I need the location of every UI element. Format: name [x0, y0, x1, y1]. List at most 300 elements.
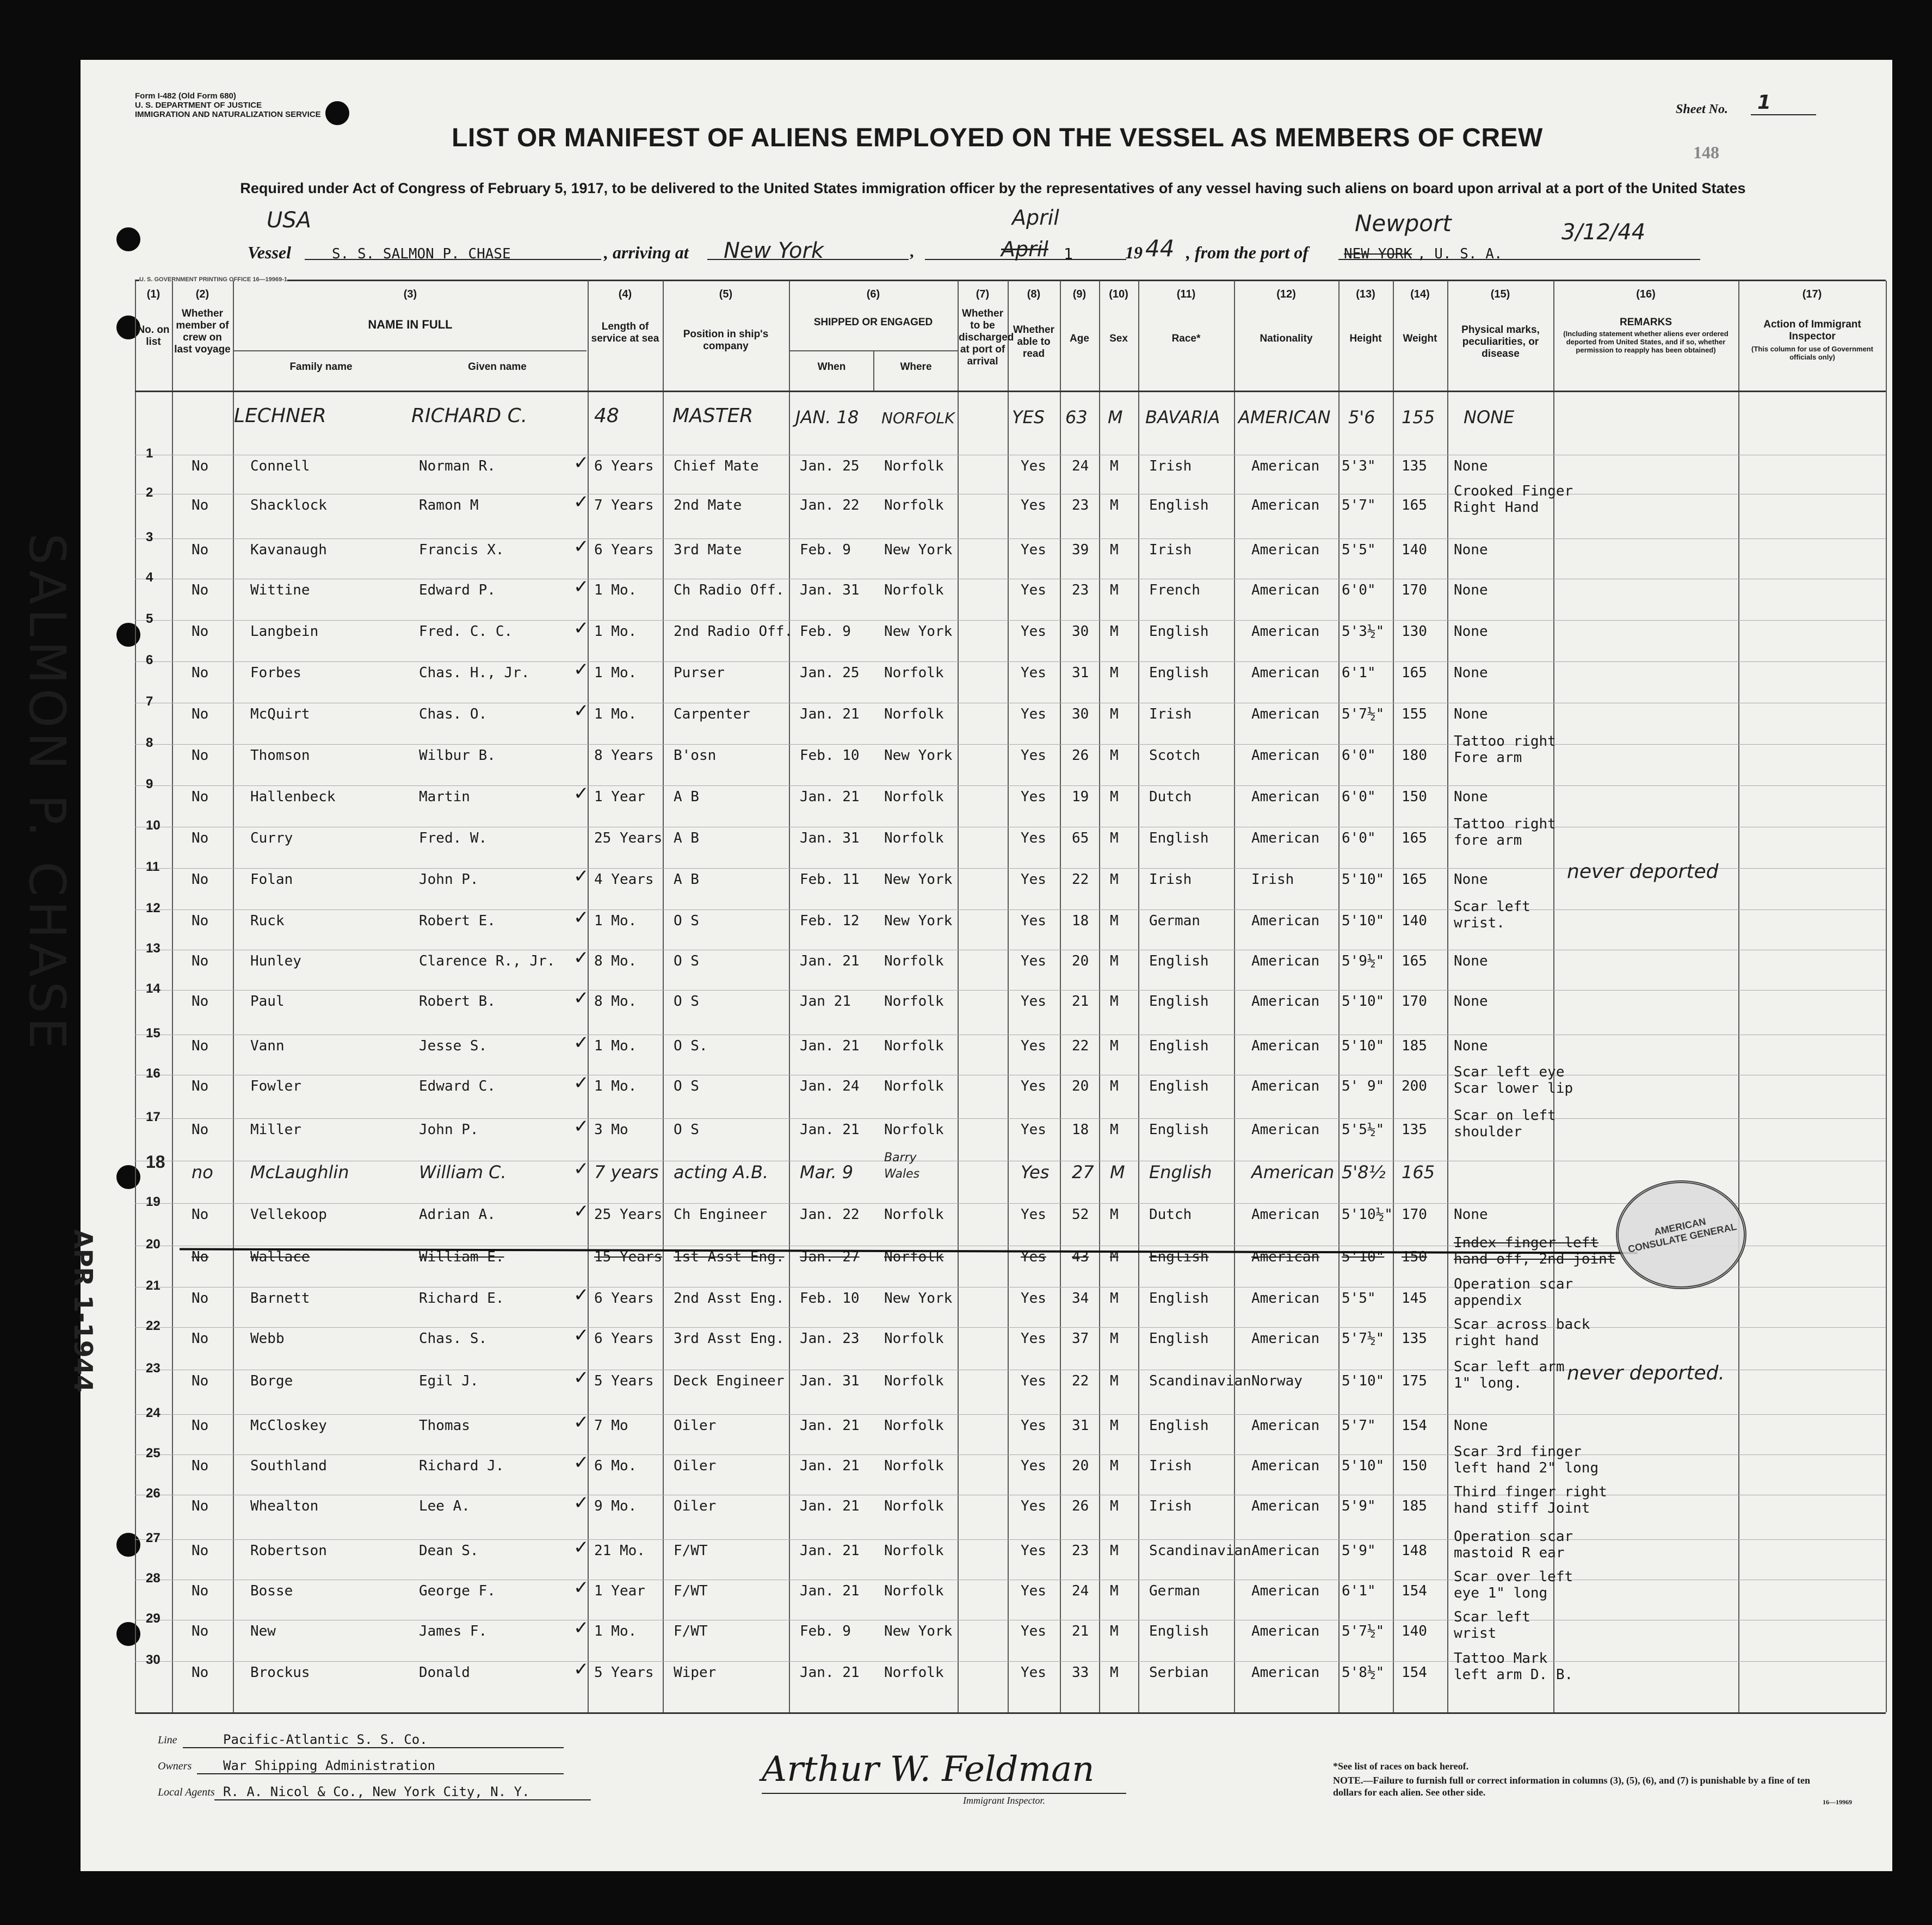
- header-where: Where: [900, 361, 932, 373]
- sex-cell: M: [1110, 913, 1119, 929]
- nationality-cell: American: [1251, 830, 1320, 846]
- shipped-when-cell: Feb. 9: [800, 623, 851, 640]
- service-length-cell: 1 Mo.: [594, 913, 637, 929]
- height-cell: 5'10": [1342, 871, 1385, 888]
- row-number: 27: [146, 1531, 161, 1545]
- sex-cell: M: [1110, 458, 1119, 474]
- shipped-when-cell: Jan. 22: [800, 1206, 860, 1223]
- position-cell: Deck Engineer: [674, 1373, 785, 1389]
- nationality-cell: American: [1251, 953, 1320, 969]
- shipped-where-cell: New York: [884, 542, 953, 558]
- master-read: YES: [1012, 407, 1045, 428]
- shipped-when-cell: Jan. 23: [800, 1330, 860, 1347]
- row-divider: [135, 1287, 1886, 1288]
- position-cell: F/WT: [674, 1623, 708, 1639]
- race-cell: Irish: [1149, 542, 1192, 558]
- family-name-cell: Connell: [250, 458, 310, 474]
- position-cell: Oiler: [674, 1418, 717, 1434]
- row-number: 6: [146, 653, 153, 667]
- service-length-cell: 25 Years: [594, 830, 663, 846]
- service-length-cell: 1 Mo.: [594, 623, 637, 640]
- position-cell: F/WT: [674, 1543, 708, 1559]
- height-cell: 5'9": [1342, 1498, 1376, 1514]
- position-cell: Chief Mate: [674, 458, 759, 474]
- shipped-when-cell: Feb. 10: [800, 1290, 860, 1307]
- position-cell: 3rd Mate: [674, 542, 742, 558]
- row-number: 14: [146, 981, 161, 996]
- shipped-where-cell: Norfolk: [884, 497, 944, 513]
- previous-voyage-cell: No: [192, 1330, 209, 1347]
- previous-voyage-cell: No: [192, 623, 209, 640]
- position-cell: 1st Asst Eng.: [674, 1249, 785, 1265]
- row-divider: [135, 538, 1886, 539]
- family-name-cell: Southland: [250, 1458, 327, 1474]
- punch-hole: [116, 1533, 140, 1557]
- family-name-cell: Thomson: [250, 747, 310, 764]
- arrival-day: 1: [1064, 245, 1073, 263]
- able-to-read-cell: Yes: [1021, 1038, 1046, 1054]
- previous-voyage-cell: No: [192, 830, 209, 846]
- sex-cell: M: [1110, 830, 1119, 846]
- arrival-month-struck: April: [1001, 237, 1048, 261]
- master-service: 48: [594, 405, 619, 427]
- previous-voyage-cell: No: [192, 747, 209, 764]
- nationality-cell: American: [1251, 789, 1320, 805]
- sex-cell: M: [1110, 1498, 1119, 1514]
- weight-cell: 135: [1402, 1330, 1427, 1347]
- previous-voyage-cell: No: [192, 913, 209, 929]
- col-number: (14): [1410, 288, 1430, 300]
- height-cell: 5'10": [1342, 1458, 1385, 1474]
- able-to-read-cell: Yes: [1021, 665, 1046, 681]
- header-age: Age: [1070, 333, 1089, 344]
- age-cell: 18: [1072, 913, 1089, 929]
- physical-marks-cell: None: [1454, 993, 1488, 1010]
- shipped-where-cell: Barry Wales: [884, 1151, 920, 1181]
- family-name-cell: Brockus: [250, 1664, 310, 1681]
- age-cell: 26: [1072, 1498, 1089, 1514]
- service-length-cell: 21 Mo.: [594, 1543, 645, 1559]
- service-length-cell: 7 years: [594, 1162, 659, 1183]
- service-length-cell: 8 Mo.: [594, 953, 637, 969]
- height-cell: 5'7½": [1342, 1330, 1385, 1347]
- nationality-cell: American: [1251, 665, 1320, 681]
- check-mark: ✓: [573, 700, 589, 722]
- check-mark: ✓: [573, 1158, 589, 1180]
- shipped-where-cell: Norfolk: [884, 665, 944, 681]
- given-name-cell: Robert B.: [419, 993, 496, 1010]
- check-mark: ✓: [573, 1452, 589, 1474]
- row-number: 23: [146, 1361, 161, 1376]
- row-number: 12: [146, 901, 161, 915]
- row-divider: [135, 785, 1886, 786]
- page-title: LIST OR MANIFEST OF ALIENS EMPLOYED ON THE VESSEL AS MEMBERS OF CREW: [452, 123, 1543, 152]
- header-nationality: Nationality: [1260, 333, 1313, 344]
- previous-voyage-cell: No: [192, 993, 209, 1010]
- race-cell: English: [1149, 1290, 1209, 1307]
- shipped-where-cell: Norfolk: [884, 1078, 944, 1094]
- service-length-cell: 6 Years: [594, 1330, 654, 1347]
- able-to-read-cell: Yes: [1021, 1162, 1050, 1183]
- shipped-when-cell: Jan. 21: [800, 1418, 860, 1434]
- sex-cell: M: [1110, 1122, 1119, 1138]
- service-length-cell: 9 Mo.: [594, 1498, 637, 1514]
- previous-voyage-cell: No: [192, 1498, 209, 1514]
- shipped-where-cell: New York: [884, 623, 953, 640]
- weight-cell: 150: [1402, 789, 1427, 805]
- nationality-cell: American: [1251, 1623, 1320, 1639]
- given-name-cell: Donald: [419, 1664, 470, 1681]
- weight-cell: 185: [1402, 1498, 1427, 1514]
- row-number: 4: [146, 570, 153, 585]
- sex-cell: M: [1110, 1078, 1119, 1094]
- row-divider: [135, 909, 1886, 910]
- given-name-cell: Chas. H., Jr.: [419, 665, 530, 681]
- able-to-read-cell: Yes: [1021, 993, 1046, 1010]
- col-border: [1738, 281, 1739, 1712]
- from-port-suffix: , U. S. A.: [1417, 246, 1503, 262]
- given-name-cell: John P.: [419, 871, 479, 888]
- family-name-cell: McCloskey: [250, 1418, 327, 1434]
- sex-cell: M: [1110, 747, 1119, 764]
- header-separator: [135, 391, 1886, 392]
- master-nationality: AMERICAN: [1238, 407, 1331, 428]
- header-inspector-action: Action of Immigrant Inspector: [1763, 319, 1861, 342]
- check-mark: ✓: [573, 1072, 589, 1094]
- nationality-cell: American: [1251, 1162, 1335, 1183]
- family-name-cell: Whealton: [250, 1498, 319, 1514]
- consulate-seal: [1616, 1180, 1746, 1289]
- age-cell: 20: [1072, 1458, 1089, 1474]
- position-cell: acting A.B.: [674, 1162, 769, 1183]
- service-length-cell: 1 Mo.: [594, 706, 637, 722]
- service-length-cell: 8 Years: [594, 747, 654, 764]
- age-cell: 34: [1072, 1290, 1089, 1307]
- weight-cell: 175: [1402, 1373, 1427, 1389]
- race-cell: Irish: [1149, 706, 1192, 722]
- sex-cell: M: [1110, 1249, 1119, 1265]
- line-underline: [183, 1747, 564, 1748]
- weight-cell: 154: [1402, 1583, 1427, 1599]
- able-to-read-cell: Yes: [1021, 913, 1046, 929]
- height-cell: 5'3": [1342, 458, 1376, 474]
- printing-office-line: U. S. GOVERNMENT PRINTING OFFICE 16—19969-1: [139, 276, 288, 283]
- line-value: Pacific-Atlantic S. S. Co.: [223, 1732, 428, 1747]
- nationality-cell: American: [1251, 1249, 1320, 1265]
- sex-cell: M: [1110, 1418, 1119, 1434]
- weight-cell: 165: [1402, 497, 1427, 513]
- sex-cell: M: [1110, 623, 1119, 640]
- weight-cell: 135: [1402, 1122, 1427, 1138]
- race-cell: English: [1149, 1249, 1209, 1265]
- race-cell: Dutch: [1149, 789, 1192, 805]
- age-cell: 23: [1072, 1543, 1089, 1559]
- service-length-cell: 4 Years: [594, 871, 654, 888]
- family-name-cell: Folan: [250, 871, 293, 888]
- col-number: (7): [976, 288, 990, 300]
- service-length-cell: 15 Years: [594, 1249, 663, 1265]
- sex-cell: M: [1110, 1458, 1119, 1474]
- height-cell: 5'5": [1342, 1290, 1376, 1307]
- previous-voyage-cell: No: [192, 1206, 209, 1223]
- header-length-of-service: Length of service at sea: [591, 321, 659, 344]
- height-cell: 5'7½": [1342, 706, 1385, 722]
- race-cell: Scotch: [1149, 747, 1200, 764]
- nationality-cell: American: [1251, 623, 1320, 640]
- check-mark: ✓: [573, 1284, 589, 1306]
- physical-marks-cell: Crooked Finger Right Hand: [1454, 483, 1573, 516]
- weight-cell: 170: [1402, 582, 1427, 598]
- races-note: *See list of races on back hereof.: [1333, 1761, 1469, 1772]
- shipped-where-cell: Norfolk: [884, 582, 944, 598]
- header-sex: Sex: [1109, 333, 1128, 344]
- col-border: [1008, 281, 1009, 1712]
- shipped-where-cell: Norfolk: [884, 1330, 944, 1347]
- shipped-where-cell: Norfolk: [884, 993, 944, 1010]
- shipped-where-cell: Norfolk: [884, 1373, 944, 1389]
- sex-cell: M: [1110, 1664, 1119, 1681]
- service-length-cell: 6 Years: [594, 542, 654, 558]
- family-name-cell: Langbein: [250, 623, 319, 640]
- row-number: 20: [146, 1237, 161, 1252]
- form-identifier: Form I-482 (Old Form 680) U. S. DEPARTMENT OF JUSTICE IMMIGRATION AND NATURALIZATION SERVICE: [135, 91, 321, 119]
- nationality-cell: American: [1251, 542, 1320, 558]
- physical-marks-cell: Tattoo right fore arm: [1454, 816, 1556, 849]
- position-cell: 3rd Asst Eng.: [674, 1330, 785, 1347]
- arrival-year: 44: [1145, 235, 1175, 262]
- service-length-cell: 1 Year: [594, 1583, 645, 1599]
- height-cell: 6'1": [1342, 1583, 1376, 1599]
- given-name-cell: Egil J.: [419, 1373, 479, 1389]
- col-border: [1234, 281, 1235, 1712]
- family-name-cell: McLaughlin: [250, 1162, 349, 1183]
- from-label: , from the port of: [1186, 243, 1308, 262]
- shipped-when-cell: Jan. 31: [800, 830, 860, 846]
- race-cell: English: [1149, 1162, 1212, 1183]
- height-cell: 5' 9": [1342, 1078, 1385, 1094]
- given-name-cell: Adrian A.: [419, 1206, 496, 1223]
- physical-marks-cell: Scar left arm 1" long.: [1454, 1359, 1565, 1391]
- family-name-cell: Webb: [250, 1330, 285, 1347]
- height-cell: 5'7": [1342, 497, 1376, 513]
- nationality-cell: American: [1251, 1206, 1320, 1223]
- shipped-where-cell: Norfolk: [884, 830, 944, 846]
- height-cell: 5'9": [1342, 1543, 1376, 1559]
- nationality-cell: American: [1251, 913, 1320, 929]
- previous-voyage-cell: No: [192, 1583, 209, 1599]
- age-cell: 22: [1072, 871, 1089, 888]
- service-length-cell: 5 Years: [594, 1664, 654, 1681]
- shipped-when-cell: Jan. 21: [800, 1543, 860, 1559]
- given-name-cell: Robert E.: [419, 913, 496, 929]
- race-cell: English: [1149, 665, 1209, 681]
- race-cell: English: [1149, 830, 1209, 846]
- col-number: (11): [1176, 288, 1196, 300]
- check-mark: ✓: [573, 1367, 589, 1389]
- given-name-cell: Norman R.: [419, 458, 496, 474]
- side-date-stamp: APR 1-1944: [69, 1229, 98, 1392]
- weight-cell: 165: [1402, 1162, 1435, 1183]
- weight-cell: 180: [1402, 747, 1427, 764]
- age-cell: 19: [1072, 789, 1089, 805]
- shipped-when-cell: Jan. 21: [800, 789, 860, 805]
- able-to-read-cell: Yes: [1021, 1078, 1046, 1094]
- age-cell: 20: [1072, 1078, 1089, 1094]
- weight-cell: 140: [1402, 913, 1427, 929]
- age-cell: 30: [1072, 623, 1089, 640]
- race-cell: Irish: [1149, 458, 1192, 474]
- weight-cell: 200: [1402, 1078, 1427, 1094]
- col-number: (12): [1276, 288, 1296, 300]
- master-height: 5'6: [1348, 407, 1375, 428]
- inspector-label: Immigrant Inspector.: [963, 1795, 1045, 1806]
- header-remarks: REMARKS: [1619, 317, 1672, 328]
- service-length-cell: 1 Year: [594, 789, 645, 805]
- master-when: JAN. 18: [795, 407, 859, 428]
- shipped-when-cell: Jan. 21: [800, 1664, 860, 1681]
- vessel-name: S. S. SALMON P. CHASE: [332, 246, 511, 262]
- col-border: [789, 281, 790, 1712]
- previous-voyage-cell: no: [192, 1162, 213, 1183]
- race-cell: English: [1149, 1418, 1209, 1434]
- able-to-read-cell: Yes: [1021, 582, 1046, 598]
- check-mark: ✓: [573, 947, 589, 969]
- owners-underline: [197, 1773, 564, 1774]
- sheet-number: 1: [1757, 91, 1771, 114]
- shipped-where-cell: Norfolk: [884, 1418, 944, 1434]
- physical-marks-cell: None: [1454, 1038, 1488, 1054]
- master-given-name: RICHARD C.: [411, 405, 528, 427]
- height-cell: 5'10": [1342, 1249, 1385, 1265]
- check-mark: ✓: [573, 783, 589, 804]
- physical-marks-cell: None: [1454, 665, 1488, 681]
- given-name-cell: Edward P.: [419, 582, 496, 598]
- position-cell: B'osn: [674, 747, 717, 764]
- previous-voyage-cell: No: [192, 497, 209, 513]
- service-length-cell: 1 Mo.: [594, 665, 637, 681]
- header-remarks-note: (Including statement whether aliens ever ordered deported from United States, and if so, whether permission to reapply has been obtained): [1563, 330, 1729, 354]
- shipped-when-cell: Jan. 31: [800, 582, 860, 598]
- col-border: [1338, 281, 1340, 1712]
- nationality-cell: American: [1251, 1078, 1320, 1094]
- previous-voyage-cell: No: [192, 1290, 209, 1307]
- nationality-cell: American: [1251, 1290, 1320, 1307]
- weight-cell: 140: [1402, 542, 1427, 558]
- weight-cell: 165: [1402, 665, 1427, 681]
- height-cell: 5'7": [1342, 1418, 1376, 1434]
- check-mark: ✓: [573, 659, 589, 680]
- weight-cell: 165: [1402, 830, 1427, 846]
- shipped-where-cell: Norfolk: [884, 1498, 944, 1514]
- comma: ,: [910, 243, 914, 261]
- col-border: [1393, 281, 1394, 1712]
- sex-cell: M: [1110, 993, 1119, 1010]
- service-length-cell: 1 Mo.: [594, 1623, 637, 1639]
- col-border: [1099, 281, 1100, 1712]
- vessel-prefix: USA: [267, 208, 312, 233]
- vessel-label: Vessel: [248, 243, 291, 262]
- race-cell: English: [1149, 1122, 1209, 1138]
- position-cell: O S.: [674, 1038, 708, 1054]
- physical-marks-cell: Scar over left eye 1" long: [1454, 1569, 1573, 1601]
- family-name-cell: Hallenbeck: [250, 789, 336, 805]
- col-number: (4): [618, 288, 632, 300]
- row-number: 21: [146, 1278, 161, 1293]
- family-name-cell: Fowler: [250, 1078, 301, 1094]
- sex-cell: M: [1110, 542, 1119, 558]
- previous-voyage-cell: No: [192, 1373, 209, 1389]
- family-name-cell: Hunley: [250, 953, 301, 969]
- position-cell: O S: [674, 993, 699, 1010]
- family-name-cell: New: [250, 1623, 276, 1639]
- age-cell: 21: [1072, 993, 1089, 1010]
- header-family-name: Family name: [289, 361, 353, 373]
- physical-marks-cell: Scar left wrist.: [1454, 899, 1530, 931]
- col-border: [233, 281, 234, 1712]
- shipped-when-cell: Feb. 9: [800, 542, 851, 558]
- height-cell: 5'10": [1342, 1373, 1385, 1389]
- physical-marks-cell: Scar left eye Scar lower lip: [1454, 1064, 1573, 1097]
- row-number: 26: [146, 1486, 161, 1501]
- position-cell: Carpenter: [674, 706, 750, 722]
- able-to-read-cell: Yes: [1021, 789, 1046, 805]
- family-name-cell: Ruck: [250, 913, 285, 929]
- nationality-cell: American: [1251, 458, 1320, 474]
- master-weight: 155: [1402, 407, 1435, 428]
- given-name-cell: Fred. W.: [419, 830, 487, 846]
- arrival-month: April: [1012, 206, 1059, 230]
- departure-date: 3/12/44: [1561, 220, 1646, 245]
- owners-label: Owners: [158, 1760, 192, 1772]
- height-cell: 6'0": [1342, 747, 1376, 764]
- able-to-read-cell: Yes: [1021, 1330, 1046, 1347]
- age-cell: 31: [1072, 665, 1089, 681]
- col-number: (8): [1027, 288, 1041, 300]
- col-border: [172, 281, 173, 1712]
- race-cell: Irish: [1149, 1498, 1192, 1514]
- check-mark: ✓: [573, 1577, 589, 1599]
- sex-cell: M: [1110, 871, 1119, 888]
- agents-underline: [214, 1799, 591, 1800]
- row-divider: [135, 990, 1886, 991]
- sex-cell: M: [1110, 953, 1119, 969]
- age-cell: 22: [1072, 1373, 1089, 1389]
- position-cell: A B: [674, 871, 699, 888]
- age-cell: 21: [1072, 1623, 1089, 1639]
- header-shipped-engaged: SHIPPED OR ENGAGED: [813, 317, 933, 328]
- shipped-where-cell: New York: [884, 747, 953, 764]
- previous-voyage-cell: No: [192, 1543, 209, 1559]
- able-to-read-cell: Yes: [1021, 1543, 1046, 1559]
- sex-cell: M: [1110, 497, 1119, 513]
- check-mark: ✓: [573, 1116, 589, 1137]
- given-name-cell: George F.: [419, 1583, 496, 1599]
- previous-voyage-cell: No: [192, 871, 209, 888]
- previous-voyage-cell: No: [192, 458, 209, 474]
- age-cell: 24: [1072, 1583, 1089, 1599]
- previous-voyage-cell: No: [192, 706, 209, 722]
- header-discharged: Whether to be discharged at port of arrival: [959, 308, 1014, 367]
- service-length-cell: 3 Mo: [594, 1122, 628, 1138]
- previous-voyage-cell: No: [192, 1458, 209, 1474]
- check-mark: ✓: [573, 865, 589, 887]
- shipped-where-cell: Norfolk: [884, 789, 944, 805]
- shipped-when-cell: Jan. 22: [800, 497, 860, 513]
- row-divider: [135, 1539, 1886, 1540]
- service-length-cell: 25 Years: [594, 1206, 663, 1223]
- height-cell: 6'0": [1342, 830, 1376, 846]
- sex-cell: M: [1110, 1290, 1119, 1307]
